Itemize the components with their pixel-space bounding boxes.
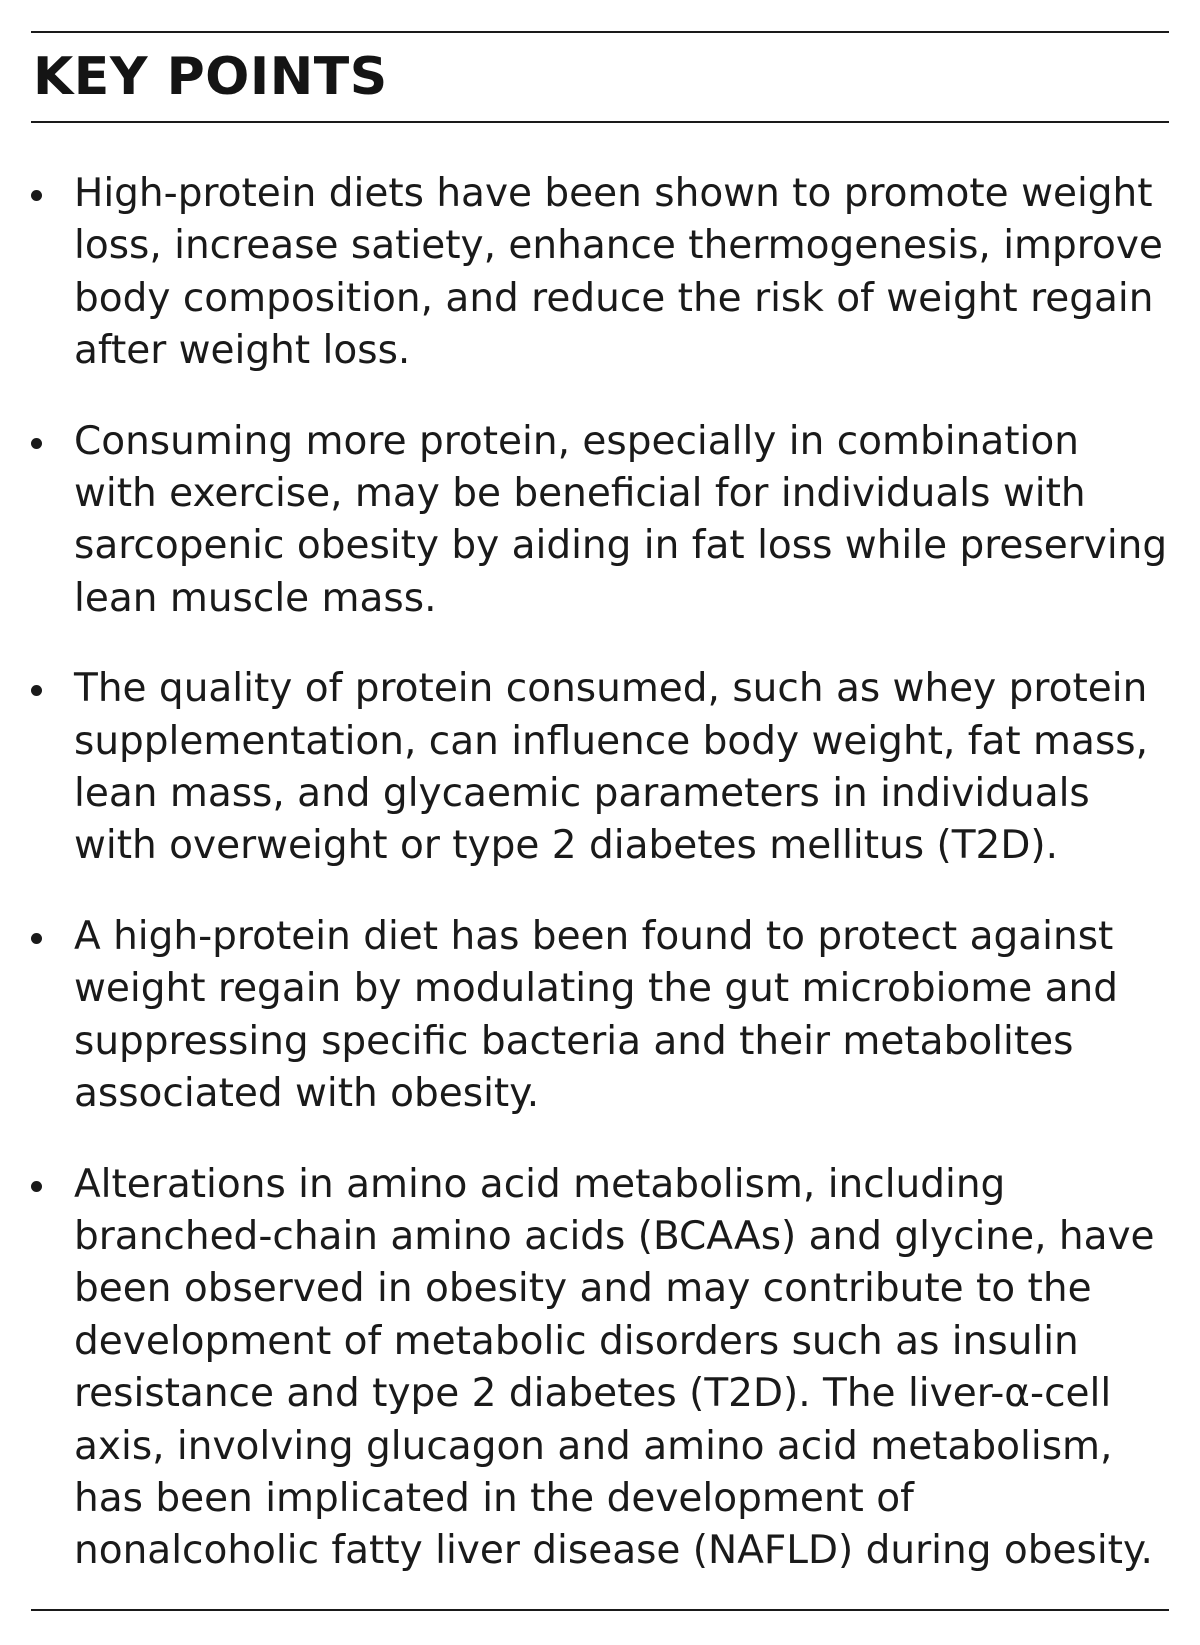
top-rule	[31, 31, 1169, 33]
key-point-text: High-protein diets have been shown to promote weight loss, increase satiety, enhance thermogenesis, improve body composition, and reduce the risk of weight regain after weight loss.	[74, 171, 1163, 374]
key-point-5	[31, 1159, 1169, 1578]
bullet-icon	[31, 1181, 42, 1192]
key-point-1	[31, 168, 1169, 378]
bullet-icon	[31, 190, 42, 201]
bullet-icon	[31, 438, 42, 449]
key-point-text: A high-protein diet has been found to protect against weight regain by modulating the gut microbiome and suppressing specific bacteria and their metabolites associated with obesity.	[74, 913, 1119, 1117]
key-point-text: Consuming more protein, especially in combination with exercise, may be beneficial for individuals with sarcopenic obesity by aiding in fat loss while preserving lean muscle mass.	[74, 418, 1168, 621]
key-point-4	[31, 911, 1169, 1121]
key-points-list	[31, 168, 1169, 1616]
title-rule	[31, 121, 1169, 123]
key-points-box	[31, 0, 1169, 1645]
key-point-2	[31, 416, 1169, 626]
bullet-icon	[31, 933, 42, 944]
key-point-3	[31, 663, 1169, 873]
key-point-text: Alterations in amino acid metabolism, including branched-chain amino acids (BCAAs) and glycine, have been observed in obesity and may contribute to the development of metabolic disorders such as insulin resistance and type 2 diabetes (T2D). The liver-α-cell axis, involving glucagon and amino acid metabolism, has been implicated in the development of nonalcoholic fatty liver disease (NAFLD) during obesity.	[74, 1161, 1155, 1574]
key-point-text: The quality of protein consumed, such as whey protein supplementation, can influence body weight, fat mass, lean mass, and glycaemic parameters in individuals with overweight or type 2 diabetes mellitus (T2D).	[74, 666, 1148, 869]
bottom-rule	[31, 1609, 1169, 1611]
bullet-icon	[31, 685, 42, 696]
section-title: KEY POINTS	[33, 47, 388, 107]
